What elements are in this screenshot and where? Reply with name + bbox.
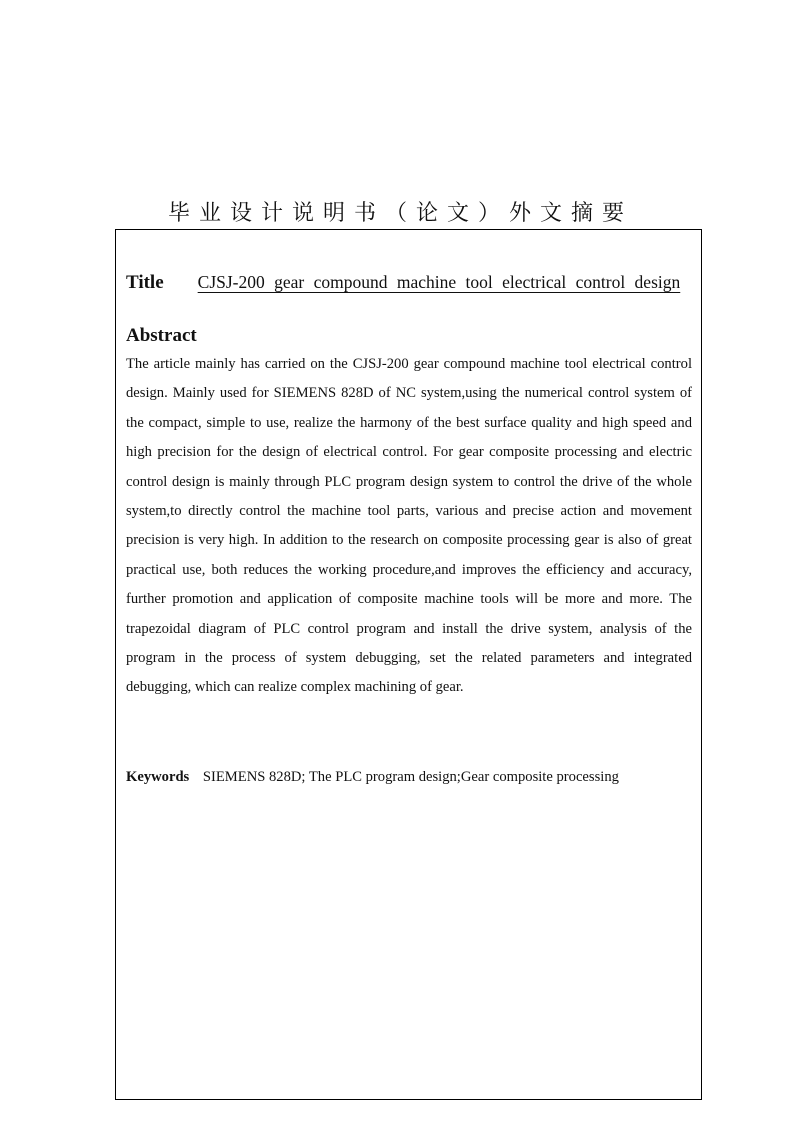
abstract-content [126, 262, 692, 792]
abstract-body: The article mainly has carried on the CJSJ-200 gear compound machine tool electrical control design. Mainly used for SIEMENS 828D of NC system,using the numerical control system of the compact, simple to use, realize the harmony of the best surface quality and high speed and high precision for the design of electrical control. For gear composite processing and electric control design is mainly through PLC program design system to control the drive of the whole system,to directly control the machine tool parts, various and precise action and movement precision is very high. In addition to the research on composite processing gear is also of great practical use, both reduces the working procedure,and improves the efficiency and accuracy, further promotion and application of composite machine tools will be more and more. The trapezoidal diagram of PLC control program and install the drive system, analysis of the program in the process of system debugging, set the related parameters and integrated debugging, which can realize complex machining of gear. [126, 356, 692, 696]
abstract-label: Abstract [126, 325, 197, 346]
keywords-block [126, 762, 692, 792]
keywords-label: Keywords [126, 768, 190, 785]
title-label: Title [126, 272, 164, 293]
title-block [126, 262, 692, 303]
keywords-text: SIEMENS 828D; The PLC program design;Gear composite processing [202, 768, 619, 785]
page-heading: 毕业设计说明书（论文）外文摘要 [167, 201, 633, 226]
title-text: CJSJ-200 gear compound machine tool electrical control design [197, 272, 681, 292]
